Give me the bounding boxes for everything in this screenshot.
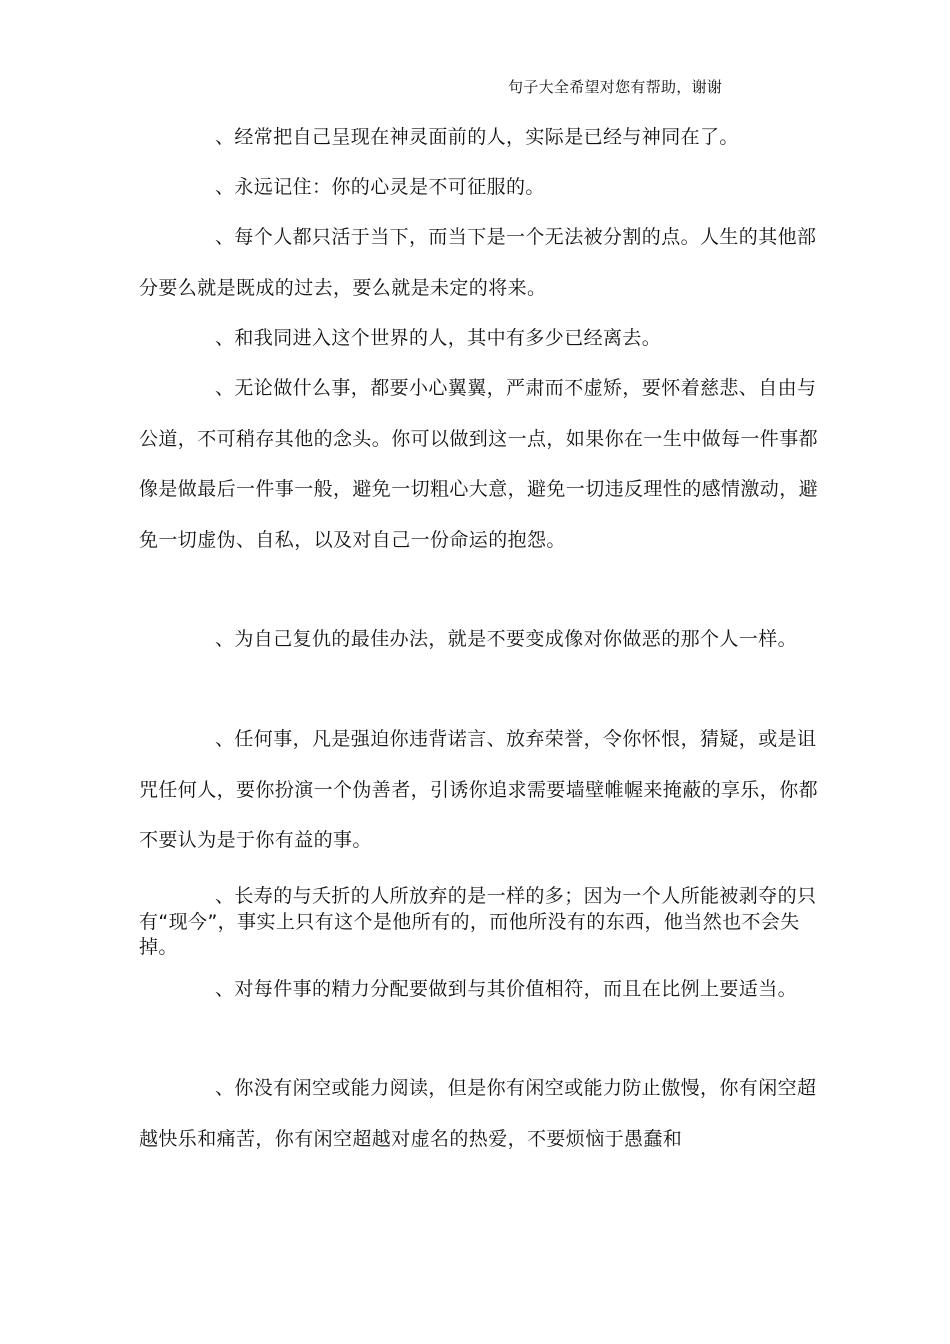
paragraph-2: 、永远记住：你的心灵是不可征服的。	[215, 176, 545, 198]
paragraph-4: 、和我同进入这个世界的人，其中有多少已经离去。	[215, 327, 662, 349]
page-header-note: 句子大全希望对您有帮助，谢谢	[508, 78, 723, 96]
paragraph-8: 、长寿的与夭折的人所放弃的是一样的多；因为一个人所能被剥夺的只有“现今”，事实上只有这个是他所有的，而他所没有的东西，他当然也不会失掉。	[139, 885, 817, 958]
paragraph-3: 、每个人都只活于当下，而当下是一个无法被分割的点。人生的其他部分要么就是既成的过去，要么就是未定的将来。	[139, 226, 817, 299]
paragraph-10: 、你没有闲空或能力阅读，但是你有闲空或能力防止傲慢，你有闲空超越快乐和痛苦，你有闲空超越对虚名的热爱，不要烦恼于愚蠢和	[139, 1077, 817, 1150]
paragraph-9: 、对每件事的精力分配要做到与其价值相符，而且在比例上要适当。	[215, 978, 798, 1000]
paragraph-7: 、任何事，凡是强迫你违背诺言、放弃荣誉，令你怀恨，猜疑，或是诅咒任何人，要你扮演一个伪善者，引诱你追求需要墙壁帷幄来掩蔽的享乐，你都不要认为是于你有益的事。	[139, 728, 819, 851]
paragraph-6: 、为自己复仇的最佳办法，就是不要变成像对你做恶的那个人一样。	[215, 628, 798, 650]
paragraph-1: 、经常把自己呈现在神灵面前的人，实际是已经与神同在了。	[215, 126, 739, 148]
paragraph-5: 、无论做什么事，都要小心翼翼，严肃而不虚矫，要怀着慈悲、自由与公道，不可稍存其他的念头。你可以做到这一点，如果你在一生中做每一件事都像是做最后一件事一般，避免一切粗心大意，避免一切违反理性的感情激动，避免一切虚伪、自私，以及对自己一份命运的抱怨。	[139, 377, 819, 551]
